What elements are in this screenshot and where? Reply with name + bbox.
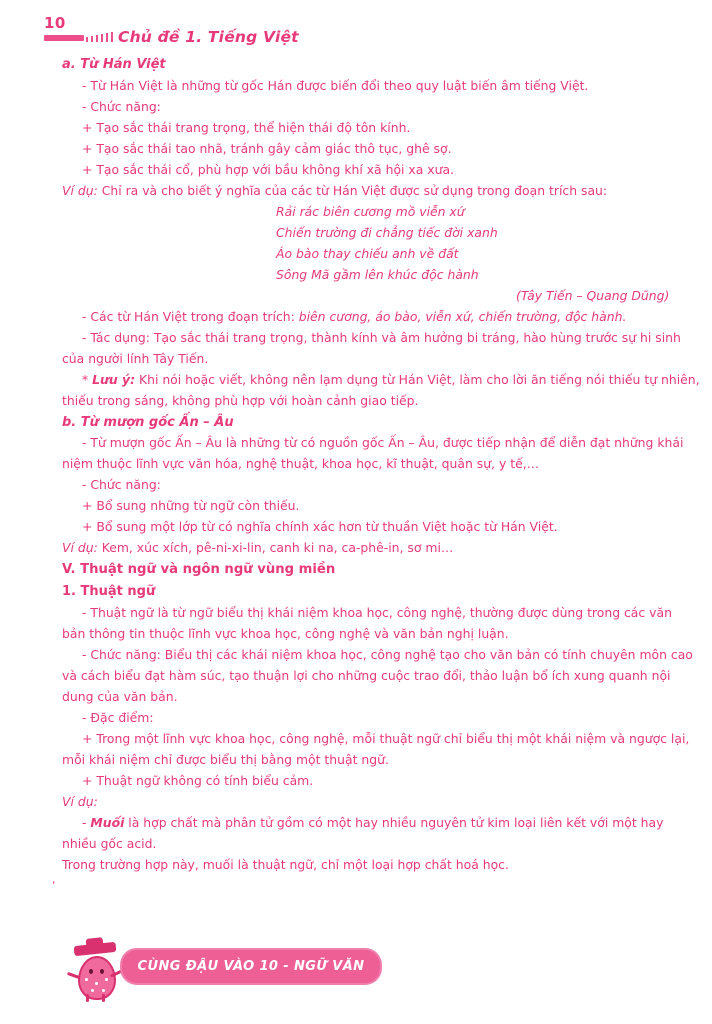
paragraph-a3: + Tạo sắc thái trang trọng, thể hiện thái độ tôn kính. — [82, 119, 411, 135]
page-title: Chủ đề 1. Tiếng Việt — [118, 28, 299, 46]
example-item-v — [82, 814, 712, 830]
header-ticks-decoration — [86, 34, 113, 42]
header-bar-decoration — [44, 35, 84, 41]
poem-line-2: Chiến trường đi chẳng tiếc đời xanh — [276, 224, 498, 240]
example-label: Ví dụ: — [62, 182, 98, 198]
example-line-a — [62, 182, 712, 198]
paragraph-b5: + Bổ sung một lớp từ có nghĩa chính xác hơn từ thuần Việt hoặc từ Hán Việt. — [82, 519, 558, 535]
paragraph-b2: niệm thuộc lĩnh vực văn hóa, nghệ thuật, khoa học, kĩ thuật, quân sự, y tế,… — [62, 456, 540, 472]
paragraph-v7: + Trong một lĩnh vực khoa học, công nghệ, mỗi thuật ngữ chỉ biểu thị một khái niệm và ngược lại, — [82, 730, 690, 746]
page-number: 10 — [44, 14, 66, 32]
poem-line-1: Rải rác biên cương mồ viễn xứ — [276, 203, 465, 219]
footer-badge-label: CÙNG ĐẬU VÀO 10 - NGỮ VĂN — [137, 959, 365, 974]
note-line-2: thiếu trong sáng, không phù hợp với hoàn cảnh giao tiếp. — [62, 392, 419, 408]
paragraph-a6-prefix: - Các từ Hán Việt trong đoạn trích: — [82, 308, 299, 324]
page-footer — [44, 932, 384, 998]
paragraph-a8: của người lính Tây Tiến. — [62, 350, 209, 366]
document-content — [0, 58, 712, 880]
example-definition-2: nhiều gốc acid. — [62, 835, 157, 851]
example-line-b — [62, 542, 712, 554]
paragraph-a2: - Chức năng: — [82, 98, 161, 114]
margin-mark: , — [52, 873, 56, 886]
paragraph-v4: và cách biểu đạt hàm súc, tạo thuận lợi cho những cuộc trao đổi, thảo luận bổ ích xung quanh nội — [62, 667, 671, 683]
paragraph-a5: + Tạo sắc thái cổ, phù hợp với bầu không khí xã hội xa xưa. — [82, 161, 454, 177]
page-header — [0, 14, 712, 48]
heading-section-v: V. Thuật ngữ và ngôn ngữ vùng miền — [62, 562, 336, 578]
paragraph-v9: + Thuật ngữ không có tính biểu cảm. — [82, 772, 314, 788]
note-label: Lưu ý: — [92, 371, 136, 387]
paragraph-b1: - Từ mượn gốc Ấn – Âu là những từ có nguồn gốc Ấn – Âu, được tiếp nhận để diễn đạt những khái — [82, 435, 684, 451]
paragraph-b3: - Chức năng: — [82, 477, 161, 493]
paragraph-a4: + Tạo sắc thái tao nhã, tránh gây cảm giác thô tục, ghê sợ. — [82, 140, 452, 156]
paragraph-v3: - Chức năng: Biểu thị các khái niệm khoa học, công nghệ tạo cho văn bản có tính chuyên môn cao — [82, 646, 693, 662]
paragraph-a6-terms: biên cương, áo bào, viễn xứ, chiến trường, độc hành. — [298, 308, 627, 324]
paragraph-b4: + Bổ sung những từ ngữ còn thiếu. — [82, 498, 300, 514]
paragraph-v1: - Thuật ngữ là từ ngữ biểu thị khái niệm khoa học, công nghệ, thường được dùng trong các văn — [82, 604, 672, 620]
heading-section-b: b. Từ mượn gốc Ấn – Âu — [62, 414, 234, 430]
note-text: Khi nói hoặc viết, không nên lạm dụng từ Hán Việt, làm cho lời ăn tiếng nói thiếu tự nhiên, — [135, 371, 700, 387]
paragraph-v5: dung của văn bản. — [62, 688, 178, 704]
paragraph-v8: mỗi khái niệm chỉ được biểu thị bằng một thuật ngữ. — [62, 751, 389, 767]
paragraph-v2: bản thông tin thuộc lĩnh vực khoa học, công nghệ và văn bản nghị luận. — [62, 625, 509, 641]
asterisk-icon: * — [82, 371, 93, 387]
example-definition: là hợp chất mà phân tử gồm có một hay nhiều nguyên tử kim loại liên kết với một hay — [124, 814, 664, 830]
paragraph-v6: - Đặc điểm: — [82, 709, 154, 725]
paragraph-a1: - Từ Hán Việt là những từ gốc Hán được biến đổi theo quy luật biến âm tiếng Việt. — [82, 77, 589, 93]
poem-line-3: Áo bào thay chiếu anh về đất — [276, 245, 459, 261]
paragraph-a6 — [82, 308, 712, 324]
poem-attribution: (Tây Tiến – Quang Dũng) — [516, 287, 670, 303]
example-label-b: Ví dụ: — [62, 540, 98, 556]
heading-section-a: a. Từ Hán Việt — [62, 57, 166, 72]
paragraph-a7: - Tác dụng: Tạo sắc thái trang trọng, thành kính và âm hưởng bi tráng, hào hùng trước sự hi sinh — [82, 329, 681, 345]
example-dash: - — [82, 814, 91, 830]
example-label-v: Ví dụ: — [62, 793, 98, 809]
example-text-b: Kem, xúc xích, pê-ni-xi-lin, canh ki na, ca-phê-in, sơ mi… — [97, 540, 454, 556]
poem-line-4: Sông Mã gầm lên khúc độc hành — [276, 266, 479, 282]
footer-badge — [120, 948, 382, 985]
example-text: Chỉ ra và cho biết ý nghĩa của các từ Hán Việt được sử dụng trong đoạn trích sau: — [97, 182, 608, 198]
example-term: Muối — [90, 814, 125, 830]
paragraph-v-last: Trong trường hợp này, muối là thuật ngữ, chỉ một loại hợp chất hoá học. — [62, 856, 509, 872]
note-line — [82, 371, 712, 387]
heading-subsection-1: 1. Thuật ngữ — [62, 583, 156, 599]
